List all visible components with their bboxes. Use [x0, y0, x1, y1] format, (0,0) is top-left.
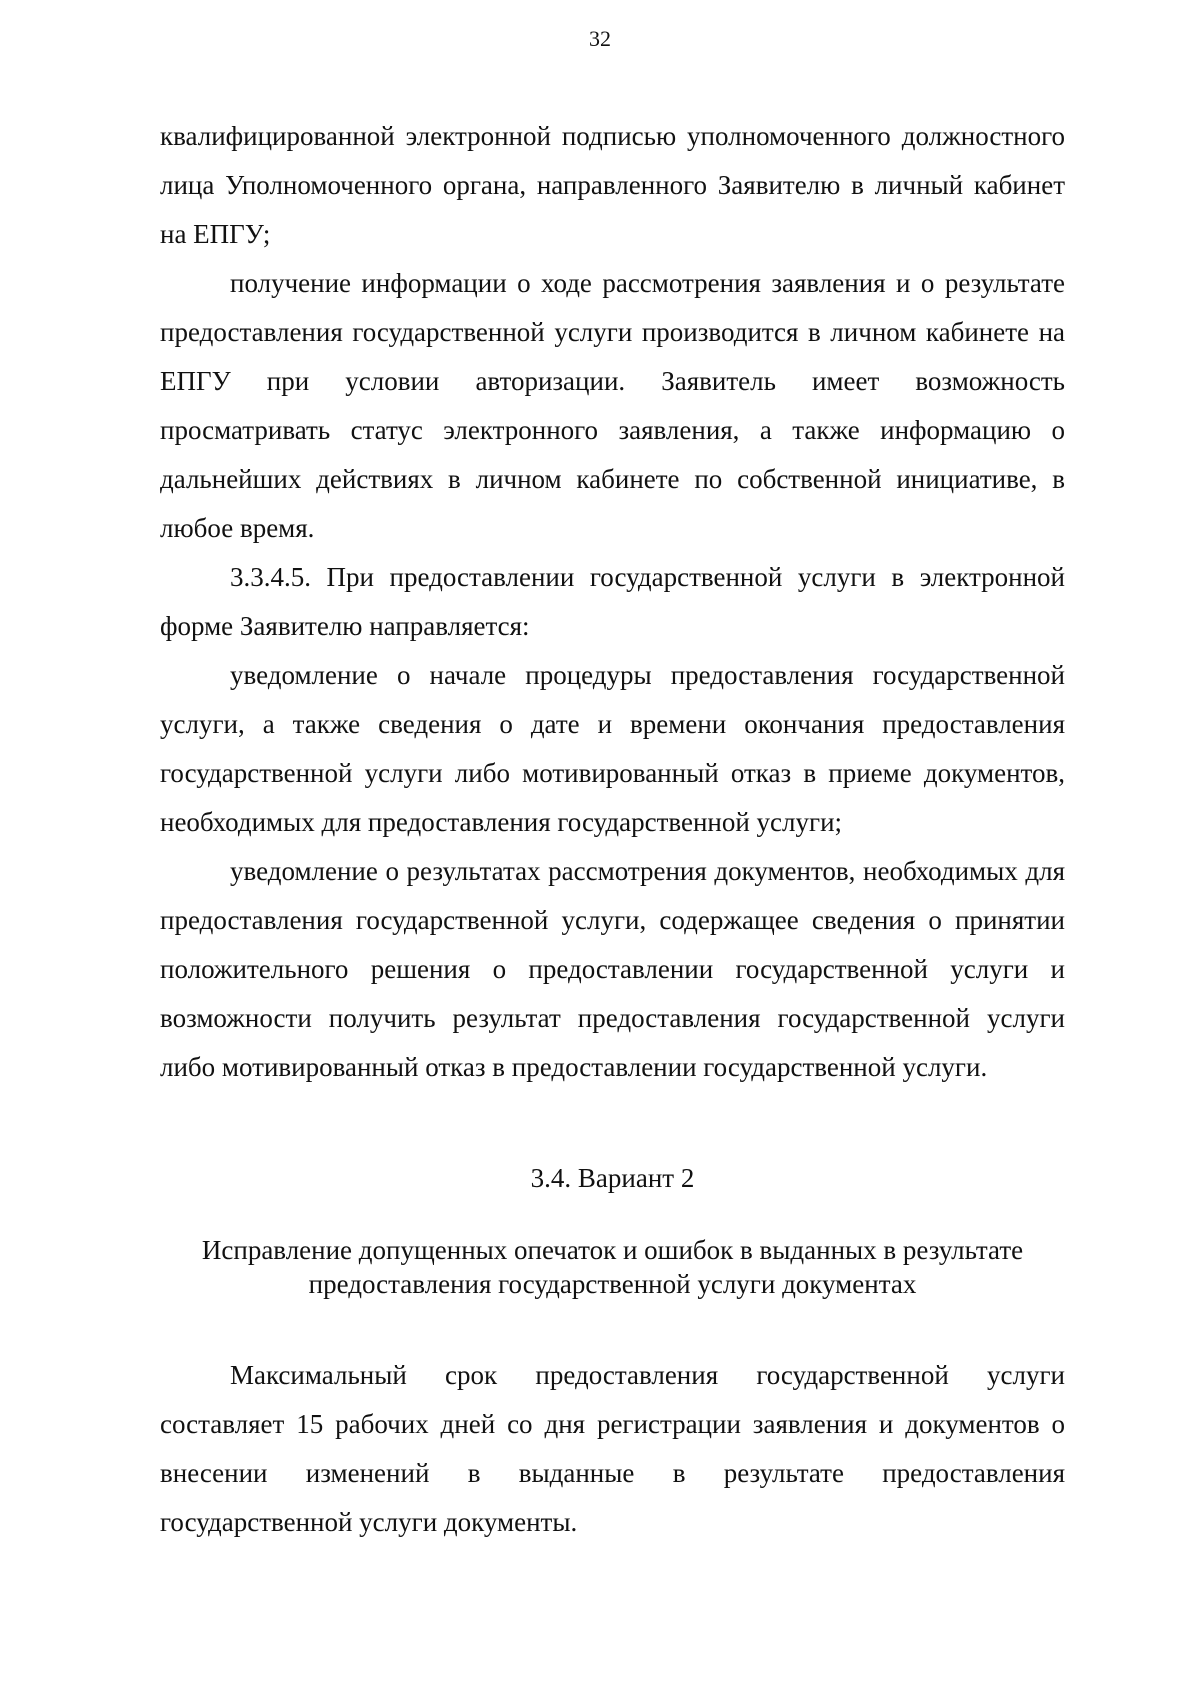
paragraph-continuation: квалифицированной электронной подписью уполномоченного должностного лица Уполномоченного органа, направленного Заявителю в личный кабинет на ЕПГУ; — [160, 121, 1065, 249]
paragraph-3-3-4-5: 3.3.4.5. При предоставлении государственной услуги в электронной форме Заявителю направляется: — [160, 562, 1065, 641]
page-number: 32 — [589, 26, 611, 51]
section-title — [160, 1233, 1065, 1301]
section-title-line-1: Исправление допущенных опечаток и ошибок в выданных в результате — [201, 1235, 1024, 1265]
paragraph-result-notice: уведомление о результатах рассмотрения документов, необходимых для предоставления государственной услуги, содержащее сведения о принятии положительного решения о предоставлении государственной услуги и возможности получить результат предоставления государственной услуги либо мотивированный отказ в предоставлении государственной услуги. — [160, 856, 1065, 1082]
paragraph-status-info: получение информации о ходе рассмотрения заявления и о результате предоставления государственной услуги производится в личном кабинете на ЕПГУ при условии авторизации. Заявитель имеет возможность просматривать статус электронного заявления, а также информацию о дальнейших действиях в личном кабинете по собственной инициативе, в любое время. — [160, 268, 1065, 543]
document-body — [160, 112, 1065, 1547]
paragraph-start-notice: уведомление о начале процедуры предоставления государственной услуги, а также сведения о дате и времени окончания предоставления государственной услуги либо мотивированный отказ в приеме документов, необходимых для предоставления государственной услуги; — [160, 660, 1065, 837]
section-heading: 3.4. Вариант 2 — [530, 1163, 695, 1193]
paragraph-max-term: Максимальный срок предоставления государственной услуги составляет 15 рабочих дней со дня регистрации заявления и документов о внесении изменений в выданные в результате предоставления государственной услуги документы. — [160, 1360, 1065, 1537]
section-title-line-2: предоставления государственной услуги документах — [308, 1269, 917, 1299]
